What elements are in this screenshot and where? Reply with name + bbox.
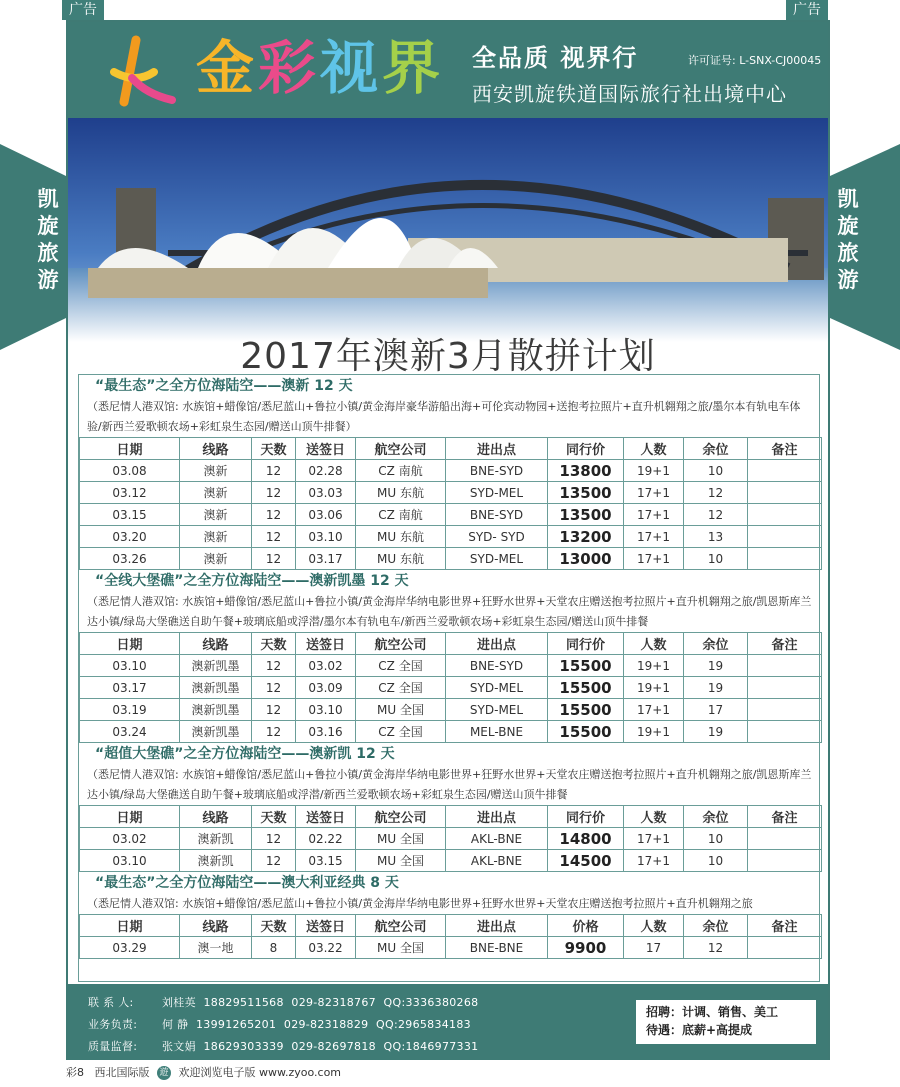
price-cell: 9900 <box>548 937 624 959</box>
column-header: 余位 <box>684 633 748 655</box>
column-header: 送签日 <box>296 633 356 655</box>
table-cell: 03.15 <box>296 850 356 872</box>
table-cell: 02.22 <box>296 828 356 850</box>
table-cell: 10 <box>684 828 748 850</box>
table-cell: 澳新 <box>180 504 252 526</box>
table-cell: 17+1 <box>624 548 684 570</box>
table-cell: 03.22 <box>296 937 356 959</box>
website-link[interactable]: 欢迎浏览电子版 www.zyoo.com <box>178 1066 342 1079</box>
column-header: 线路 <box>180 633 252 655</box>
table-cell: CZ 全国 <box>356 677 446 699</box>
table-cell: 03.02 <box>296 655 356 677</box>
column-header: 余位 <box>684 915 748 937</box>
table-cell: 17 <box>684 699 748 721</box>
contact-line: 业务负责: 何 静 13991265201 029-82318829 QQ:2965834183 <box>88 1018 471 1031</box>
table-header-row <box>80 806 822 828</box>
table-cell: 03.10 <box>80 850 180 872</box>
schedule-table <box>79 805 822 872</box>
column-header: 人数 <box>624 915 684 937</box>
license-number: 许可证号: L-SNX-CJ00045 <box>688 54 822 67</box>
recruitment-box <box>636 1000 816 1044</box>
table-row <box>80 655 822 677</box>
mobile-number: 18829511568 <box>203 996 284 1009</box>
section-description: （悉尼情人港双馆: 水族馆+蜡像馆/悉尼蓝山+鲁拉小镇/黄金海岸华纳电影世界+狂野水世界+天堂农庄赠送抱考拉照片+直升机翱翔之旅 <box>87 897 753 910</box>
table-cell: 03.10 <box>80 655 180 677</box>
phone-number: 029-82697818 <box>291 1040 376 1053</box>
plan-title: 2017年澳新3月散拼计划 <box>240 336 656 377</box>
table-cell: BNE-SYD <box>446 655 548 677</box>
table-cell <box>748 460 822 482</box>
table-cell: 澳新 <box>180 526 252 548</box>
table-row <box>80 937 822 959</box>
price-cell: 13500 <box>548 504 624 526</box>
column-header: 航空公司 <box>356 438 446 460</box>
column-header: 同行价 <box>548 633 624 655</box>
table-row <box>80 850 822 872</box>
table-cell: 12 <box>252 460 296 482</box>
table-row <box>80 677 822 699</box>
logo-text: 金彩视界 <box>196 34 445 102</box>
schedule-table <box>79 914 822 959</box>
table-cell: 03.17 <box>80 677 180 699</box>
column-header: 日期 <box>80 806 180 828</box>
price-cell: 15500 <box>548 699 624 721</box>
recruit-text: 招聘：计调、销售、美工 <box>646 1005 779 1019</box>
column-header: 天数 <box>252 633 296 655</box>
table-cell: 澳新凯墨 <box>180 699 252 721</box>
tour-section <box>79 743 819 872</box>
table-cell: 17+1 <box>624 699 684 721</box>
table-cell <box>748 526 822 548</box>
tour-section <box>79 375 819 570</box>
column-header: 进出点 <box>446 806 548 828</box>
table-cell: SYD-MEL <box>446 548 548 570</box>
qq-number: QQ:3336380268 <box>383 996 479 1009</box>
section-title: “最生态”之全方位海陆空——澳大利亚经典 8 天 <box>95 875 399 891</box>
table-cell: 12 <box>684 937 748 959</box>
column-header: 备注 <box>748 438 822 460</box>
table-header-row <box>80 438 822 460</box>
contact-line: 质量监督: 张文娟 18629303339 029-82697818 QQ:1846977331 <box>88 1040 479 1053</box>
price-cell: 13000 <box>548 548 624 570</box>
section-description: （悉尼情人港双馆: 水族馆+蜡像馆/悉尼蓝山+鲁拉小镇/黄金海岸豪华游船出海+可伦宾动物园+送抱考拉照片+直升机翱翔之旅/墨尔本有轨电车体验/新西兰爱歌顿农场+彩虹泉生态园/赠送山顶牛排餐） <box>87 400 801 433</box>
contact-line: 联 系 人: 刘桂英 18829511568 029-82318767 QQ:3336380268 <box>88 996 479 1009</box>
table-cell: 澳新 <box>180 460 252 482</box>
ad-label-right: 广告 <box>786 0 828 20</box>
table-cell <box>748 548 822 570</box>
column-header: 天数 <box>252 915 296 937</box>
table-cell <box>748 677 822 699</box>
qq-number: QQ:1846977331 <box>383 1040 479 1053</box>
table-cell: 17 <box>624 937 684 959</box>
table-cell: SYD-MEL <box>446 677 548 699</box>
table-row <box>80 504 822 526</box>
section-title: “最生态”之全方位海陆空——澳新 12 天 <box>95 378 353 394</box>
price-cell: 13200 <box>548 526 624 548</box>
sydney-photo <box>68 118 828 342</box>
table-cell: 03.16 <box>296 721 356 743</box>
schedule-table <box>79 437 822 570</box>
table-cell <box>748 655 822 677</box>
logo-emblem-icon <box>106 32 196 112</box>
table-cell: 澳一地 <box>180 937 252 959</box>
table-cell: MU 全国 <box>356 937 446 959</box>
table-cell: 19+1 <box>624 655 684 677</box>
table-cell: 03.10 <box>296 699 356 721</box>
column-header: 备注 <box>748 806 822 828</box>
table-cell: 澳新凯 <box>180 850 252 872</box>
benefit-text: 待遇：底薪+高提成 <box>646 1023 753 1037</box>
side-banner-left <box>0 144 66 350</box>
price-cell: 15500 <box>548 677 624 699</box>
table-cell: 03.20 <box>80 526 180 548</box>
tour-section <box>79 872 819 959</box>
contact-footer <box>68 984 828 1060</box>
table-cell: 19+1 <box>624 460 684 482</box>
brand-badge-icon: 遊 <box>157 1066 171 1080</box>
table-cell: 03.15 <box>80 504 180 526</box>
header-banner <box>68 22 828 118</box>
table-cell: MU 东航 <box>356 482 446 504</box>
table-cell: 03.17 <box>296 548 356 570</box>
table-cell: MU 东航 <box>356 526 446 548</box>
side-banner-left-text: 凯 旋 旅 游 <box>37 187 59 292</box>
table-cell: 12 <box>252 655 296 677</box>
price-cell: 15500 <box>548 655 624 677</box>
table-cell: 03.12 <box>80 482 180 504</box>
mobile-number: 13991265201 <box>196 1018 277 1031</box>
column-header: 同行价 <box>548 438 624 460</box>
table-cell: 19 <box>684 677 748 699</box>
table-cell: 12 <box>252 482 296 504</box>
price-cell: 14500 <box>548 850 624 872</box>
column-header: 送签日 <box>296 915 356 937</box>
table-cell: 03.03 <box>296 482 356 504</box>
column-header: 送签日 <box>296 438 356 460</box>
table-cell: MEL-BNE <box>446 721 548 743</box>
table-cell: MU 全国 <box>356 828 446 850</box>
table-row <box>80 721 822 743</box>
table-cell: 澳新凯 <box>180 828 252 850</box>
column-header: 人数 <box>624 438 684 460</box>
edition-name: 西北国际版 <box>94 1066 150 1079</box>
table-cell: SYD-MEL <box>446 482 548 504</box>
mobile-number: 18629303339 <box>203 1040 284 1053</box>
column-header: 线路 <box>180 915 252 937</box>
column-header: 线路 <box>180 806 252 828</box>
table-cell: 12 <box>252 721 296 743</box>
table-cell: BNE-SYD <box>446 460 548 482</box>
column-header: 余位 <box>684 806 748 828</box>
column-header: 天数 <box>252 806 296 828</box>
qq-number: QQ:2965834183 <box>376 1018 471 1031</box>
agency-name: 西安凯旋铁道国际旅行社出境中心 <box>472 82 787 106</box>
table-cell: BNE-BNE <box>446 937 548 959</box>
column-header: 天数 <box>252 438 296 460</box>
table-cell: BNE-SYD <box>446 504 548 526</box>
table-cell: 03.26 <box>80 548 180 570</box>
column-header: 进出点 <box>446 438 548 460</box>
section-description: （悉尼情人港双馆: 水族馆+蜡像馆/悉尼蓝山+鲁拉小镇/黄金海岸华纳电影世界+狂野水世界+天堂农庄赠送抱考拉照片+直升机翱翔之旅/凯恩斯库兰达小镇/绿岛大堡礁送自助午餐+玻璃底船或浮潜/墨尔本有轨电车/新西兰爱歌顿农场+彩虹泉生态园/赠送山顶牛排餐 <box>87 595 812 628</box>
phone-number: 029-82318829 <box>283 1018 369 1031</box>
column-header: 送签日 <box>296 806 356 828</box>
table-cell: 10 <box>684 850 748 872</box>
table-cell: 19 <box>684 721 748 743</box>
table-cell: 12 <box>252 828 296 850</box>
table-cell: AKL-BNE <box>446 828 548 850</box>
table-cell <box>748 482 822 504</box>
table-row <box>80 526 822 548</box>
column-header: 备注 <box>748 633 822 655</box>
table-cell: 17+1 <box>624 526 684 548</box>
column-header: 日期 <box>80 915 180 937</box>
table-cell: 03.09 <box>296 677 356 699</box>
ad-frame <box>66 20 830 1060</box>
section-description: （悉尼情人港双馆: 水族馆+蜡像馆/悉尼蓝山+鲁拉小镇/黄金海岸华纳电影世界+狂野水世界+天堂农庄赠送抱考拉照片+直升机翱翔之旅/凯恩斯库兰达小镇/绿岛大堡礁送自助午餐+玻璃底船或浮潜/新西兰爱歌顿农场+彩虹泉生态园/赠送山顶牛排餐 <box>87 768 812 801</box>
table-cell: 17+1 <box>624 850 684 872</box>
table-cell <box>748 850 822 872</box>
column-header: 备注 <box>748 915 822 937</box>
table-cell: CZ 南航 <box>356 504 446 526</box>
table-cell: 13 <box>684 526 748 548</box>
column-header: 日期 <box>80 633 180 655</box>
column-header: 线路 <box>180 438 252 460</box>
price-cell: 15500 <box>548 721 624 743</box>
page-footer <box>66 1064 341 1080</box>
table-cell: 19+1 <box>624 721 684 743</box>
side-banner-right-text: 凯 旋 旅 游 <box>837 187 859 292</box>
table-row <box>80 482 822 504</box>
column-header: 人数 <box>624 806 684 828</box>
table-cell: 10 <box>684 548 748 570</box>
table-cell: 8 <box>252 937 296 959</box>
table-cell: 03.24 <box>80 721 180 743</box>
column-header: 航空公司 <box>356 806 446 828</box>
table-cell: CZ 全国 <box>356 655 446 677</box>
table-cell: 19+1 <box>624 677 684 699</box>
table-cell: 12 <box>252 504 296 526</box>
table-header-row <box>80 915 822 937</box>
table-cell: 03.10 <box>296 526 356 548</box>
table-cell: 10 <box>684 460 748 482</box>
section-title: “超值大堡礁”之全方位海陆空——澳新凯 12 天 <box>95 746 395 762</box>
table-cell: 12 <box>252 850 296 872</box>
table-cell: 19 <box>684 655 748 677</box>
column-header: 人数 <box>624 633 684 655</box>
table-cell: MU 全国 <box>356 850 446 872</box>
table-cell: 12 <box>252 699 296 721</box>
table-row <box>80 699 822 721</box>
table-cell: 03.19 <box>80 699 180 721</box>
ad-label-left: 广告 <box>62 0 104 20</box>
table-cell: 澳新 <box>180 548 252 570</box>
table-cell <box>748 699 822 721</box>
table-row <box>80 548 822 570</box>
table-row <box>80 460 822 482</box>
table-cell: MU 全国 <box>356 699 446 721</box>
table-cell: 澳新凯墨 <box>180 677 252 699</box>
table-cell <box>748 828 822 850</box>
table-cell: CZ 南航 <box>356 460 446 482</box>
table-cell: SYD- SYD <box>446 526 548 548</box>
table-cell: 澳新凯墨 <box>180 655 252 677</box>
column-header: 进出点 <box>446 915 548 937</box>
table-cell: 12 <box>684 504 748 526</box>
phone-number: 029-82318767 <box>291 996 376 1009</box>
tour-section <box>79 570 819 743</box>
table-cell: AKL-BNE <box>446 850 548 872</box>
table-cell: 17+1 <box>624 828 684 850</box>
table-cell: 澳新凯墨 <box>180 721 252 743</box>
column-header: 日期 <box>80 438 180 460</box>
tour-schedule <box>78 374 820 982</box>
table-header-row <box>80 633 822 655</box>
table-cell <box>748 721 822 743</box>
table-cell: 02.28 <box>296 460 356 482</box>
table-cell: 12 <box>252 548 296 570</box>
table-cell: 12 <box>252 526 296 548</box>
table-cell: 12 <box>684 482 748 504</box>
table-cell: 17+1 <box>624 482 684 504</box>
table-cell <box>748 504 822 526</box>
table-cell: MU 东航 <box>356 548 446 570</box>
column-header: 航空公司 <box>356 915 446 937</box>
table-cell: 03.06 <box>296 504 356 526</box>
table-cell: 03.08 <box>80 460 180 482</box>
price-cell: 13800 <box>548 460 624 482</box>
price-cell: 14800 <box>548 828 624 850</box>
table-cell: CZ 全国 <box>356 721 446 743</box>
column-header: 航空公司 <box>356 633 446 655</box>
column-header: 价格 <box>548 915 624 937</box>
table-cell: SYD-MEL <box>446 699 548 721</box>
page-number: 彩8 <box>66 1066 84 1079</box>
section-title: “全线大堡礁”之全方位海陆空——澳新凯墨 12 天 <box>95 573 409 589</box>
column-header: 进出点 <box>446 633 548 655</box>
schedule-table <box>79 632 822 743</box>
column-header: 余位 <box>684 438 748 460</box>
table-cell: 12 <box>252 677 296 699</box>
table-cell: 03.29 <box>80 937 180 959</box>
column-header: 同行价 <box>548 806 624 828</box>
table-cell: 17+1 <box>624 504 684 526</box>
table-cell <box>748 937 822 959</box>
table-cell: 03.02 <box>80 828 180 850</box>
table-cell: 澳新 <box>180 482 252 504</box>
side-banner-right <box>830 144 900 350</box>
slogan: 全品质 视界行 <box>472 43 639 72</box>
price-cell: 13500 <box>548 482 624 504</box>
table-row <box>80 828 822 850</box>
